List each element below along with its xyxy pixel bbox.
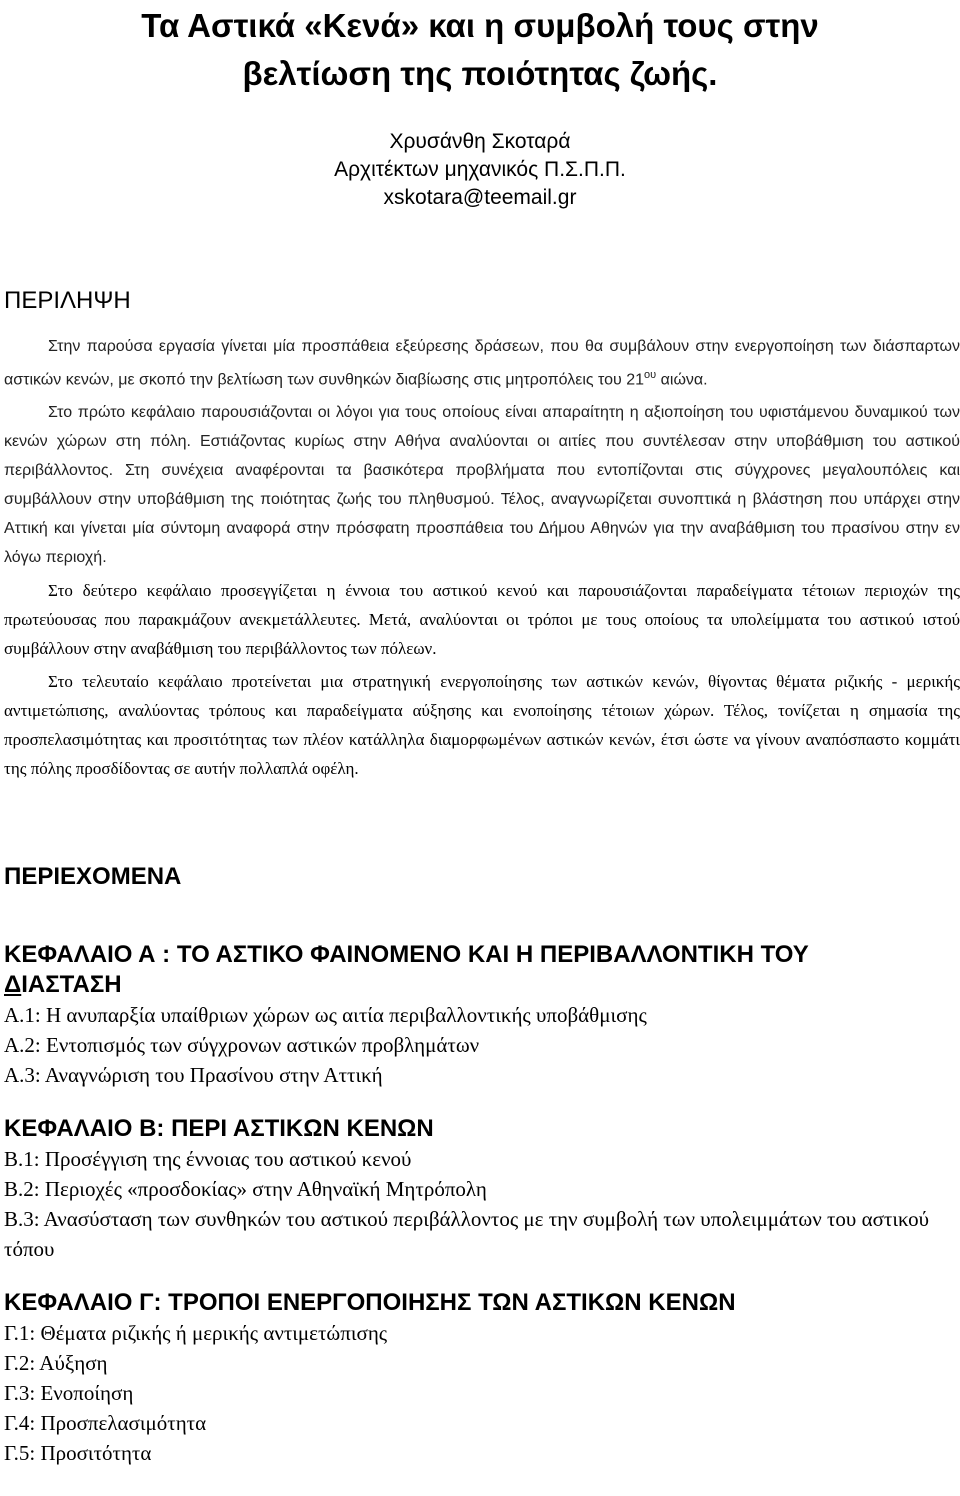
toc-item[interactable]: Β.2: Περιοχές «προσδοκίας» στην Αθηναϊκή Μητρόπολη xyxy=(4,1177,487,1201)
toc-item[interactable]: Γ.2: Αύξηση xyxy=(4,1351,108,1375)
toc-item[interactable]: Α.3: Αναγνώριση του Πρασίνου στην Αττική xyxy=(4,1063,383,1087)
title-line-1: Τα Αστικά «Κενά» και η συμβολή τους στην xyxy=(141,7,819,44)
author-name: Χρυσάνθη Σκοταρά xyxy=(389,130,571,153)
toc-item[interactable]: Α.1: Η ανυπαρξία υπαίθριων χώρων ως αιτία περιβαλλοντικής υποβάθμισης xyxy=(4,1003,647,1027)
toc-item[interactable]: Γ.3: Ενοποίηση xyxy=(4,1381,134,1405)
summary-p1-end: αιώνα. xyxy=(656,371,708,389)
chapter-a-title-line-2: ΙΑΣΤΑΣΗ xyxy=(21,971,122,998)
chapter-a-title xyxy=(4,940,954,1000)
toc-item[interactable]: Β.1: Προσέγγιση της έννοιας του αστικού κενού xyxy=(4,1147,412,1171)
summary-body xyxy=(4,332,960,787)
chapter-c-title: ΚΕΦΑΛΑΙΟ Γ: ΤΡΟΠΟΙ ΕΝΕΡΓΟΠΟΙΗΣΗΣ ΤΩΝ ΑΣΤΙΚΩΝ ΚΕΝΩΝ xyxy=(4,1289,736,1316)
title-line-2: βελτίωση της ποιότητας ζωής. xyxy=(242,55,718,92)
author-role: Αρχιτέκτων μηχανικός Π.Σ.Π.Π. xyxy=(334,158,626,181)
summary-p1-superscript: ου xyxy=(644,369,657,381)
toc-item[interactable]: Γ.4: Προσπελασιμότητα xyxy=(4,1411,207,1435)
author-block xyxy=(0,128,960,212)
summary-heading: ΠΕΡΙΛΗΨΗ xyxy=(4,287,131,314)
summary-p1-text: Στην παρούσα εργασία γίνεται μία προσπάθεια εξεύρεσης δράσεων, που θα συμβάλουν στην ενεργοποίηση των διάσπαρτων αστικών κενών, με σκοπό την βελτίωση των συνθηκών διαβίωσης στις μητροπόλεις του 21 xyxy=(4,338,960,389)
chapter-b-title: ΚΕΦΑΛΑΙΟ Β: ΠΕΡΙ ΑΣΤΙΚΩΝ ΚΕΝΩΝ xyxy=(4,1115,434,1142)
chapter-a-title-line-1: ΚΕΦΑΛΑΙΟ Α : ΤΟ ΑΣΤΙΚΟ ΦΑΙΝΟΜΕΝΟ ΚΑΙ Η ΠΕΡΙΒΑΛΛΟΝΤΙΚΗ ΤΟΥ xyxy=(4,941,809,968)
author-email[interactable]: xskotara@teemail.gr xyxy=(383,186,577,209)
chapter-c xyxy=(4,1288,954,1468)
chapter-a-title-underlined: Δ xyxy=(4,971,22,998)
toc-item[interactable]: Γ.5: Προσιτότητα xyxy=(4,1441,152,1465)
table-of-contents xyxy=(4,940,954,1492)
document-title xyxy=(0,2,960,98)
toc-item[interactable]: Α.2: Εντοπισμός των σύγχρονων αστικών προβλημάτων xyxy=(4,1033,480,1057)
toc-item[interactable]: Γ.1: Θέματα ριζικής ή μερικής αντιμετώπισης xyxy=(4,1321,388,1345)
summary-paragraph: Στο πρώτο κεφάλαιο παρουσιάζονται οι λόγοι για τους οποίους είναι απαραίτητη η αξιοποίηση του υφιστάμενου δυναμικού των κενών χώρων στη πόλη. Εστιάζοντας κυρίως στην Αθήνα αναλύονται οι αιτίες που συντέλεσαν στην υποβάθμιση του αστικού περιβάλλοντος. Στη συνέχεια αναφέρονται τα βασικότερα προβλήματα που εντοπίζονται στις σύγχρονες μεγαλουπόλεις και συμβάλλουν στην υποβάθμιση της ποιότητας ζωής του πληθυσμού. Τέλος, αναγνωρίζεται συνοπτικά η βλάστηση που υπάρχει στην Αττική και γίνεται μία σύντομη αναφορά στην πρόσφατη προσπάθεια του Δήμου Αθηνών για την αναβάθμιση του πρασίνου στην εν λόγω περιοχή. xyxy=(4,404,960,567)
contents-heading: ΠΕΡΙΕΧΟΜΕΝΑ xyxy=(4,863,182,890)
chapter-b xyxy=(4,1114,954,1264)
chapter-a xyxy=(4,940,954,1090)
summary-paragraph: Στο δεύτερο κεφάλαιο προσεγγίζεται η έννοια του αστικού κενού και παρουσιάζονται παραδείγματα τέτοιων περιοχών της πρωτεύουσας που παρακμάζουν ανεκμετάλλευτες. Μετά, αναλύονται οι τρόποι με τους οποίους τα υπολείμματα του αστικού ιστού συμβάλλουν στην αναβάθμιση του περιβάλλοντος των πόλεων. xyxy=(4,581,960,659)
toc-item[interactable]: Β.3: Ανασύσταση των συνθηκών του αστικού περιβάλλοντος με την συμβολή των υπολειμμάτων του αστικού τόπου xyxy=(4,1207,929,1261)
summary-paragraph: Στο τελευταίο κεφάλαιο προτείνεται μια στρατηγική ενεργοποίησης των αστικών κενών, θίγοντας θέματα ριζικής - μερικής αντιμετώπισης, αναλύοντας τρόπους και παραδείγματα αύξησης και ενοποίησης τέτοιων χώρων. Τέλος, τονίζεται η σημασία της προσπελασιμότητας και προσιτότητας των πλέον κατάλληλα διαμορφωμένων αστικών κενών, έτσι ώστε να γίνουν αναπόσπαστο κομμάτι της πόλης προσδίδοντας σε αυτήν πολλαπλά οφέλη. xyxy=(4,672,960,779)
summary-paragraph xyxy=(4,332,960,394)
